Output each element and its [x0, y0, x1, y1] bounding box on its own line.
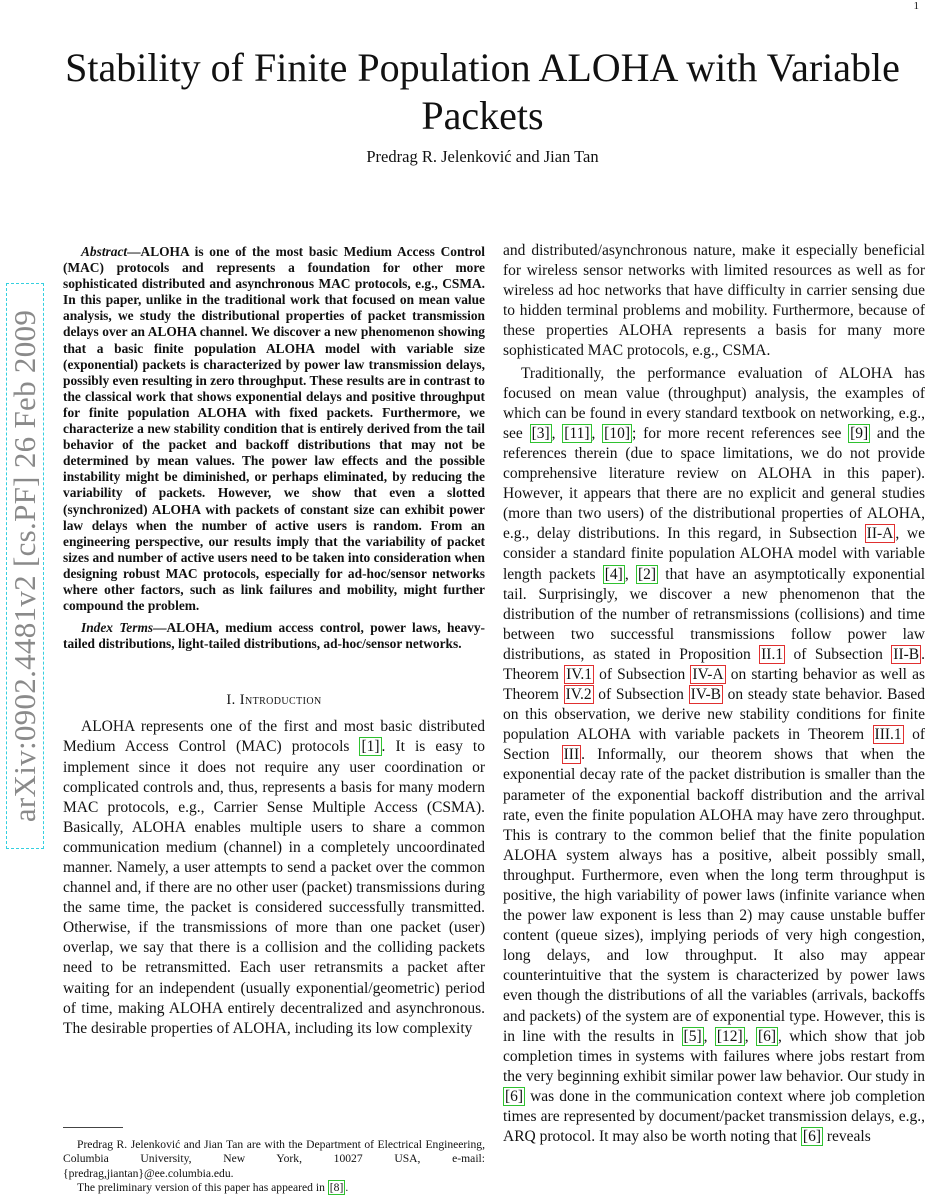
text-run: , — [624, 565, 636, 583]
text-run: reveals — [822, 1128, 871, 1146]
text-run: that have an asymptotically exponential tail. Surprisingly, we discover a new phenomenon that the distribution of the number of retransmissions (collisions) and time between two successful transmissions follow power law distributions, as stated in Proposition — [503, 565, 925, 663]
text-run: . It is easy to implement since it does not require any user coordination or complicated controls and, thus, represents a basis for many modern MAC protocols, e.g., Carrier Sense Multiple Access (CSMA). Basically, ALOHA enables multiple users to share a common communication medium (channel) in a completely uncoordinated manner. Namely, a user attempts to send a packet over the common channel and, if there are no other user (packet) transmissions during the same time, the packet is considered successfully transmitted. Otherwise, if the transmissions of more than one packet (user) overlap, we say that there is a collision and the colliding packets need to be retransmitted. Each user retransmits a packet after waiting for an independent (usually exponential/geometric) period of time, making ALOHA entirely decentralized and asynchronous. The desirable properties of ALOHA, including its low complexity — [63, 738, 485, 1037]
text-run: of Subsection — [594, 665, 691, 683]
citation-link[interactable]: [10] — [604, 424, 630, 442]
text-run: , — [551, 424, 563, 442]
arxiv-stamp-text: arXiv:0902.4481v2 [cs.PF] 26 Feb 2009 — [7, 309, 42, 823]
citation-link[interactable]: [4] — [604, 565, 623, 583]
arxiv-stamp — [6, 283, 44, 849]
footnotes — [63, 1138, 485, 1196]
text-run: of Section — [503, 726, 925, 764]
paper-title: Stability of Finite Population ALOHA with Variable Packets — [65, 45, 900, 138]
right-column — [503, 241, 925, 1147]
text-run: and the references therein (due to space limitations, we do not provide comprehensive literature review on ALOHA in this paper). However, it appears that there are no explicit and general studies (more than two users) of the distributional properties of ALOHA, e.g., delay distributions. In this regard, in Subsection — [503, 424, 925, 543]
text-run: of Subsection — [785, 645, 892, 663]
section-name: Introduction — [239, 692, 322, 709]
authors: Predrag R. Jelenković and Jian Tan — [366, 147, 599, 166]
text-run: on starting behavior as well as Theorem — [503, 665, 925, 704]
section-link[interactable]: II-B — [893, 645, 920, 663]
citation-link[interactable]: [3] — [531, 424, 550, 442]
theorem-link[interactable]: IV.1 — [566, 665, 593, 683]
abstract — [63, 244, 485, 614]
text-run: , — [744, 1027, 756, 1045]
citation-link[interactable]: [2] — [637, 565, 657, 583]
text-run: ; for more recent references see — [632, 424, 849, 442]
citation-link[interactable]: [9] — [850, 424, 869, 442]
section-heading — [63, 692, 485, 709]
citation-link[interactable]: [1] — [361, 738, 380, 756]
section-link[interactable]: II-A — [866, 525, 894, 543]
index-terms-label: Index Terms — [81, 620, 154, 636]
left-column — [63, 244, 485, 1039]
citation-link[interactable]: [5] — [683, 1027, 702, 1045]
text-run: of Subsection — [593, 686, 689, 704]
citation-link[interactable]: [6] — [757, 1027, 777, 1045]
abstract-label: Abstract — [81, 244, 128, 259]
text-run: , which show that job completion times in systems with failures where jobs restart from the very beginning exhibit similar power law behavior. Our study in — [503, 1027, 925, 1085]
intro-paragraph-2: and distributed/asynchronous nature, make it especially beneficial for wireless sensor networks with limited resources as well as for wireless ad hoc networks that have difficulty in carrier sensing due to hidden terminal problems and mobility. Furthermore, because of these properties ALOHA represents a basis for many more sophisticated MAC protocols, e.g., CSMA. — [503, 242, 925, 360]
citation-link[interactable]: [6] — [802, 1128, 821, 1146]
text-run: on steady state behavior. Based on this observation, we derive new stability conditions for finite population ALOHA with variable packets in Theorem — [503, 686, 925, 744]
text-run: . Theorem — [503, 645, 925, 683]
intro-paragraph-3 — [503, 364, 925, 1148]
footnote-rule — [63, 1127, 123, 1128]
theorem-link[interactable]: III.1 — [874, 726, 902, 744]
index-terms — [63, 620, 485, 652]
section-link[interactable]: III — [563, 746, 580, 764]
section-number: I. — [226, 692, 236, 709]
citation-link[interactable]: [12] — [716, 1027, 743, 1045]
proposition-link[interactable]: II.1 — [761, 645, 784, 663]
section-link[interactable]: IV-B — [690, 686, 721, 704]
text-run: The preliminary version of this paper has appeared in — [77, 1181, 328, 1195]
text-run: , — [591, 424, 603, 442]
page-number: 1 — [913, 0, 919, 12]
index-terms-text: —ALOHA, medium access control, power laws, heavy-tailed distributions, light-tailed distributions, ad-hoc/sensor networks. — [63, 620, 485, 652]
theorem-link[interactable]: IV.2 — [565, 686, 592, 704]
text-run: , — [703, 1027, 715, 1045]
intro-paragraph-1 — [63, 717, 485, 1039]
text-run: Traditionally, the performance evaluation of ALOHA has focused on mean value (throughput) analysis, the examples of which can be found in every standard textbook on networking, e.g., see — [503, 364, 925, 442]
text-run: , we consider a standard finite population ALOHA model with variable length packets — [503, 525, 925, 583]
citation-link[interactable]: [6] — [505, 1087, 524, 1105]
abstract-text: —ALOHA is one of the most basic Medium Access Control (MAC) protocols and represents a foundation for other more sophisticated distributed and asynchronous MAC protocols, e.g., CSMA. In this paper, unlike in the traditional work that focused on mean value analysis, we study the distributional properties of packet transmission delays over an ALOHA channel. We discover a new phenomenon showing that a basic finite population ALOHA model with variable size (exponential) packets is characterized by power law transmission delays, possibly even resulting in zero throughput. These results are in contrast to the classical work that shows exponential delays and positive throughput for finite population ALOHA with fixed packets. Furthermore, we characterize a new stability condition that is entirely derived from the tail behavior of the packet and backoff distributions that may not be determined by mean values. The power law effects and the possible instability might be diminished, or perhaps eliminated, by reducing the variability of packets. However, we show that even a slotted (synchronized) ALOHA with packets of constant size can exhibit power law delays when the number of active users is random. From an engineering perspective, our results imply that the variability of packet sizes and number of active users need to be taken into consideration when designing robust MAC protocols, especially for ad-hoc/sensor networks where other factors, such as link failures and mobility, might further compound the problem. — [63, 244, 485, 614]
citation-link[interactable]: [11] — [564, 424, 590, 442]
text-run: . — [345, 1181, 349, 1195]
text-run: . Informally, our theorem shows that when the exponential decay rate of the packet distribution is smaller than the parameter of the exponential backoff distribution and the arrival rate, even the finite population ALOHA may have zero throughput. This is contrary to the common belief that the finite population ALOHA system always has a positive, albeit possibly small, throughput. Furthermore, even when the long term throughput is positive, the high variability of power laws (infinite variance when the power law exponent is less than 2) may cause unstable buffer content (queue sizes), implying periods of very high congestion, long delays, and low throughput. It also may appear counterintuitive that the system is characterized by power laws even though the distributions of all the variables (arrivals, backoffs and packets) of the system are of exponential type. However, this is in line with the results in — [503, 746, 925, 1045]
section-link[interactable]: IV-A — [692, 665, 724, 683]
footnote-preliminary — [63, 1181, 485, 1195]
citation-link[interactable]: [8] — [329, 1181, 344, 1195]
text-run: ALOHA represents one of the first and most basic distributed Medium Access Control (MAC) protocols — [63, 718, 485, 756]
text-run: was done in the communication context where job completion times are represented by document/packet transmission delays, e.g., ARQ protocol. It may also be worth noting that — [503, 1087, 925, 1146]
footnote-affiliation: Predrag R. Jelenković and Jian Tan are with the Department of Electrical Engineering, Columbia University, New York, 10027 USA, e-mail: {predrag,jiantan}@ee.columbia.edu. — [63, 1138, 485, 1180]
